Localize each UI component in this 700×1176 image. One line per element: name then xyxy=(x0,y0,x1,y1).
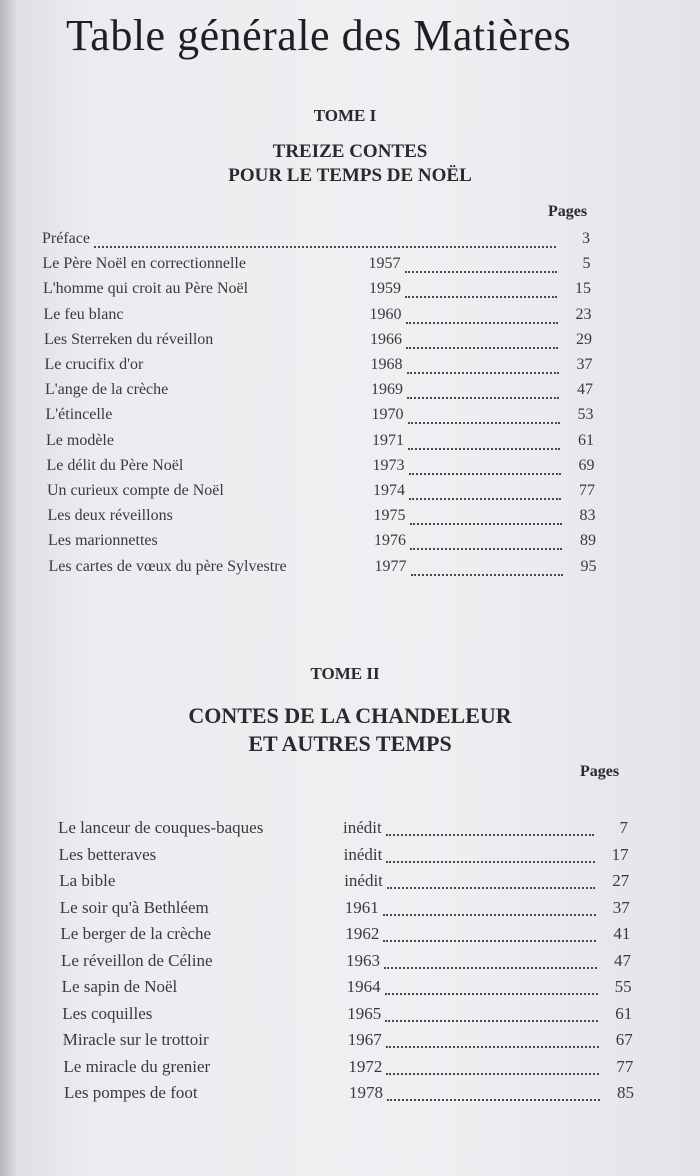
toc-entry-page: 41 xyxy=(613,924,631,943)
toc-row xyxy=(63,1057,633,1081)
toc-entry-year: 1978 xyxy=(349,1083,383,1102)
tome1-title-line2: POUR LE TEMPS DE NOËL xyxy=(228,164,472,186)
toc-entry-title: Le berger de la crèche xyxy=(60,924,212,943)
toc-entry-title: Le sapin de Noël xyxy=(61,977,178,996)
toc-entry-title: Le crucifix d'or xyxy=(44,356,144,373)
toc-entry-page: 3 xyxy=(582,230,590,247)
toc-row xyxy=(45,381,593,405)
toc-leader-dots xyxy=(406,322,558,324)
toc-entry-year: 1963 xyxy=(346,950,380,970)
toc-entry-year: 1977 xyxy=(374,557,407,575)
toc-entry-page: 17 xyxy=(611,844,629,864)
toc-entry-year: 1962 xyxy=(345,924,380,943)
toc-entry-page: 7 xyxy=(619,818,628,837)
toc-leader-dots xyxy=(410,548,562,550)
toc-entry-title: Le soir qu'à Bethléem xyxy=(59,897,209,917)
toc-entry-title: Le miracle du grenier xyxy=(63,1056,211,1076)
toc-entry-page: 85 xyxy=(617,1083,634,1102)
toc-leader-dots xyxy=(385,993,598,995)
tome2-label: TOME II xyxy=(310,664,380,683)
toc-leader-dots xyxy=(386,861,594,863)
toc-entry-page: 5 xyxy=(582,255,591,273)
toc-row xyxy=(47,482,595,506)
toc-entry-page: 37 xyxy=(576,356,593,373)
toc-row xyxy=(62,1004,632,1028)
toc-entry-page: 37 xyxy=(612,897,630,917)
toc-entry-year: 1975 xyxy=(373,507,406,525)
toc-leader-dots xyxy=(407,372,559,374)
toc-entry-year: 1969 xyxy=(371,381,403,399)
toc-row xyxy=(59,871,629,895)
toc-entry-year: 1957 xyxy=(368,255,401,273)
toc-leader-dots xyxy=(386,1073,599,1075)
toc-leader-dots xyxy=(408,422,560,424)
toc-entry-year: 1966 xyxy=(370,330,402,348)
tome1-title xyxy=(120,140,580,188)
toc-entry-title: Le Père Noël en correctionnelle xyxy=(42,255,246,273)
toc-entry-title: Les cartes de vœux du père Sylvestre xyxy=(48,557,287,575)
toc-entry-year: 1974 xyxy=(373,482,405,499)
toc-leader-dots xyxy=(408,448,560,450)
toc-row xyxy=(46,432,594,456)
toc-row xyxy=(48,507,596,531)
toc-entry-year: inédit xyxy=(344,871,383,890)
toc-entry-page: 69 xyxy=(578,456,595,474)
toc-entry-page: 61 xyxy=(615,1003,633,1023)
toc-entry-page: 77 xyxy=(616,1056,634,1076)
toc-entry-year: 1965 xyxy=(347,1003,382,1023)
toc-leader-dots xyxy=(384,967,597,969)
toc-entry-year: 1973 xyxy=(372,456,405,474)
page-title: Table générale des Matières xyxy=(66,11,572,60)
toc-row xyxy=(62,977,632,1001)
toc-entry-page: 47 xyxy=(577,381,593,399)
toc-leader-dots xyxy=(411,574,563,576)
toc-leader-dots xyxy=(407,397,559,399)
tome2-title-line2: ET AUTRES TEMPS xyxy=(248,730,452,756)
toc-entry-year: 1970 xyxy=(371,406,404,424)
toc-entry-title: Préface xyxy=(42,230,90,247)
tome2-title xyxy=(100,702,600,757)
toc-leader-dots xyxy=(405,271,557,273)
toc-entry-title: Les Sterreken du réveillon xyxy=(44,330,214,348)
toc-row xyxy=(46,406,594,430)
toc-row xyxy=(43,255,591,279)
toc-row xyxy=(42,230,590,254)
toc-leader-dots xyxy=(383,940,596,942)
toc-leader-dots xyxy=(386,1046,599,1048)
toc-entry-title: L'ange de la crèche xyxy=(45,381,169,399)
toc-entry-title: Les betteraves xyxy=(58,844,157,864)
toc-entry-page: 47 xyxy=(614,950,631,970)
toc-row xyxy=(58,818,628,842)
toc-row xyxy=(43,280,591,304)
tome1-pages-header: Pages xyxy=(548,203,588,220)
toc-leader-dots xyxy=(409,498,561,500)
toc-row xyxy=(63,1030,633,1054)
toc-entry-page: 15 xyxy=(575,280,591,298)
toc-entry-page: 23 xyxy=(575,305,592,323)
toc-entry-year: 1976 xyxy=(374,532,406,550)
toc-leader-dots xyxy=(385,1020,598,1022)
toc-entry-title: Miracle sur le trottoir xyxy=(62,1030,209,1049)
toc-entry-year: 1967 xyxy=(347,1030,382,1049)
toc-entry-title: Le lanceur de couques-baques xyxy=(58,818,264,837)
toc-row xyxy=(44,331,592,355)
toc-row xyxy=(60,898,630,922)
toc-row xyxy=(48,532,596,556)
tome1-title-line1: TREIZE CONTES xyxy=(272,141,428,162)
toc-row xyxy=(49,558,597,582)
toc-entry-title: Les deux réveillons xyxy=(47,507,173,525)
toc-entry-page: 55 xyxy=(614,977,632,996)
toc-entry-title: Le délit du Père Noël xyxy=(46,456,184,474)
toc-leader-dots xyxy=(409,473,561,475)
tome2-title-line1: CONTES DE LA CHANDELEUR xyxy=(188,703,512,728)
toc-entry-title: La bible xyxy=(59,871,116,890)
toc-row xyxy=(61,951,631,975)
toc-entry-page: 53 xyxy=(577,406,594,424)
toc-entry-year: 1971 xyxy=(372,431,404,449)
book-spine-shadow xyxy=(0,0,18,1176)
toc-leader-dots xyxy=(383,914,596,916)
toc-leader-dots xyxy=(406,347,558,349)
toc-entry-year: 1961 xyxy=(344,897,379,917)
toc-entry-page: 27 xyxy=(612,871,630,890)
toc-row xyxy=(59,845,629,869)
toc-entry-year: 1964 xyxy=(346,977,381,996)
toc-entry-page: 29 xyxy=(576,330,592,348)
toc-entry-year: inédit xyxy=(343,844,383,864)
toc-entry-year: 1959 xyxy=(369,280,401,298)
toc-entry-title: Le modèle xyxy=(46,431,114,449)
toc-leader-dots xyxy=(405,296,557,298)
toc-entry-title: L'homme qui croit au Père Noël xyxy=(43,280,249,298)
toc-entry-page: 89 xyxy=(580,532,596,550)
toc-entry-page: 67 xyxy=(615,1030,633,1049)
toc-row xyxy=(45,356,593,380)
toc-entry-year: 1960 xyxy=(369,305,402,323)
toc-leader-dots xyxy=(387,887,595,889)
toc-entry-title: Le feu blanc xyxy=(43,305,124,323)
toc-entry-page: 61 xyxy=(578,431,594,449)
toc-row xyxy=(60,924,630,948)
toc-entry-year: inédit xyxy=(343,818,382,837)
tome2-pages-header: Pages xyxy=(580,763,620,780)
toc-entry-title: Les coquilles xyxy=(62,1003,153,1023)
toc-leader-dots xyxy=(387,1099,600,1101)
toc-leader-dots xyxy=(410,523,562,525)
tome1-label: TOME I xyxy=(313,106,377,125)
toc-entry-year: 1972 xyxy=(348,1056,383,1076)
toc-leader-dots xyxy=(386,834,594,836)
toc-entry-title: Les marionnettes xyxy=(48,532,158,550)
toc-row xyxy=(64,1083,634,1107)
toc-row xyxy=(44,306,592,330)
toc-entry-page: 77 xyxy=(579,482,595,499)
toc-entry-year: 1968 xyxy=(370,356,403,373)
toc-row xyxy=(47,457,595,481)
toc-entry-page: 83 xyxy=(579,507,596,525)
toc-entry-title: Un curieux compte de Noël xyxy=(47,482,224,499)
toc-entry-title: L'étincelle xyxy=(45,406,113,424)
toc-leader-dots xyxy=(94,246,556,248)
toc-entry-page: 95 xyxy=(580,557,597,575)
toc-entry-title: Les pompes de foot xyxy=(64,1083,198,1102)
toc-entry-title: Le réveillon de Céline xyxy=(61,950,213,970)
